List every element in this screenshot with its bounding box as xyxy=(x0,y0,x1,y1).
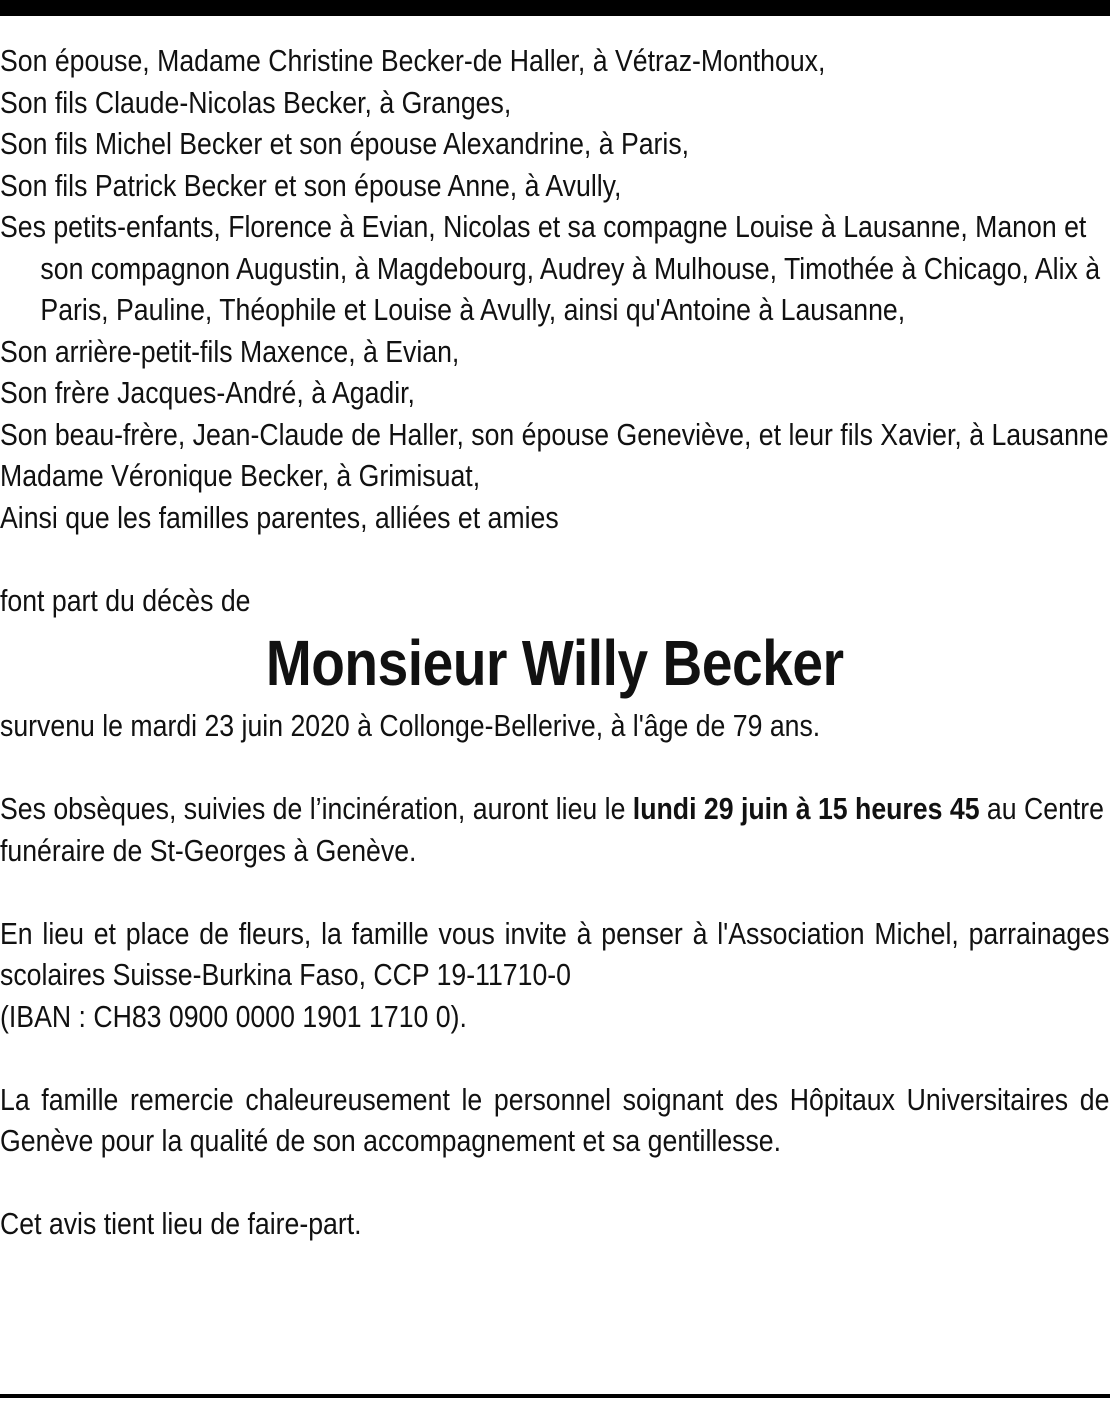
closing-text: Cet avis tient lieu de faire-part. xyxy=(0,1206,362,1241)
family-line: Son beau-frère, Jean-Claude de Haller, son épouse Geneviève, et leur fils Xavier, à Lausanne xyxy=(0,416,1109,452)
family-line: Son arrière-petit-fils Maxence, à Evian, xyxy=(0,333,460,369)
intro-text: font part du décès de xyxy=(0,582,251,618)
family-line: Son fils Patrick Becker et son épouse Anne, à Avully, xyxy=(0,167,622,203)
death-notice: survenu le mardi 23 juin 2020 à Collonge-Bellerive, à l'âge de 79 ans. xyxy=(0,708,821,743)
funeral-text-after: au Centre funéraire de St-Georges à Genève. xyxy=(0,791,1105,868)
thanks-text: La famille remercie chaleureusement le personnel soignant des Hôpitaux Universitaires de Genève pour la qualité de son accompagnement et sa gentillesse. xyxy=(0,1081,1110,1158)
family-line: Ainsi que les familles parentes, alliées et amies xyxy=(0,499,559,535)
donation-iban: (IBAN : CH83 0900 0000 1901 1710 0). xyxy=(0,998,467,1034)
funeral-info xyxy=(0,788,1109,871)
donation-text: En lieu et place de fleurs, la famille vous invite à penser à l'Association Michel, parrainages scolaires Suisse-Burkina Faso, CCP 19-11710-0 xyxy=(0,915,1110,992)
family-line: Son fils Michel Becker et son épouse Alexandrine, à Paris, xyxy=(0,126,690,161)
top-rule xyxy=(0,0,1110,16)
family-list xyxy=(0,40,1109,538)
obituary-notice xyxy=(0,40,1109,1245)
family-line: Madame Véronique Becker, à Grimisuat, xyxy=(0,458,481,493)
family-line: Ses petits-enfants, Florence à Evian, Nicolas et sa compagne Louise à Lausanne, Manon et son compagnon Augustin, à Magdebourg, Audrey à Mulhouse, Timothée à Chicago, Alix à Paris, Pauline, Théophile et Louise à Avully, ainsi qu'Antoine à Lausanne, xyxy=(0,209,1101,327)
family-line: Son épouse, Madame Christine Becker-de Haller, à Vétraz-Monthoux, xyxy=(0,43,826,78)
bottom-rule xyxy=(0,1394,1110,1398)
family-line: Son frère Jacques-André, à Agadir, xyxy=(0,375,415,410)
deceased-name: Monsieur Willy Becker xyxy=(265,627,844,699)
funeral-text-before: Ses obsèques, suivies de l’incinération, auront lieu le xyxy=(0,791,633,826)
family-line: Son fils Claude-Nicolas Becker, à Granges, xyxy=(0,84,512,120)
funeral-date-time: lundi 29 juin à 15 heures 45 xyxy=(632,791,980,826)
